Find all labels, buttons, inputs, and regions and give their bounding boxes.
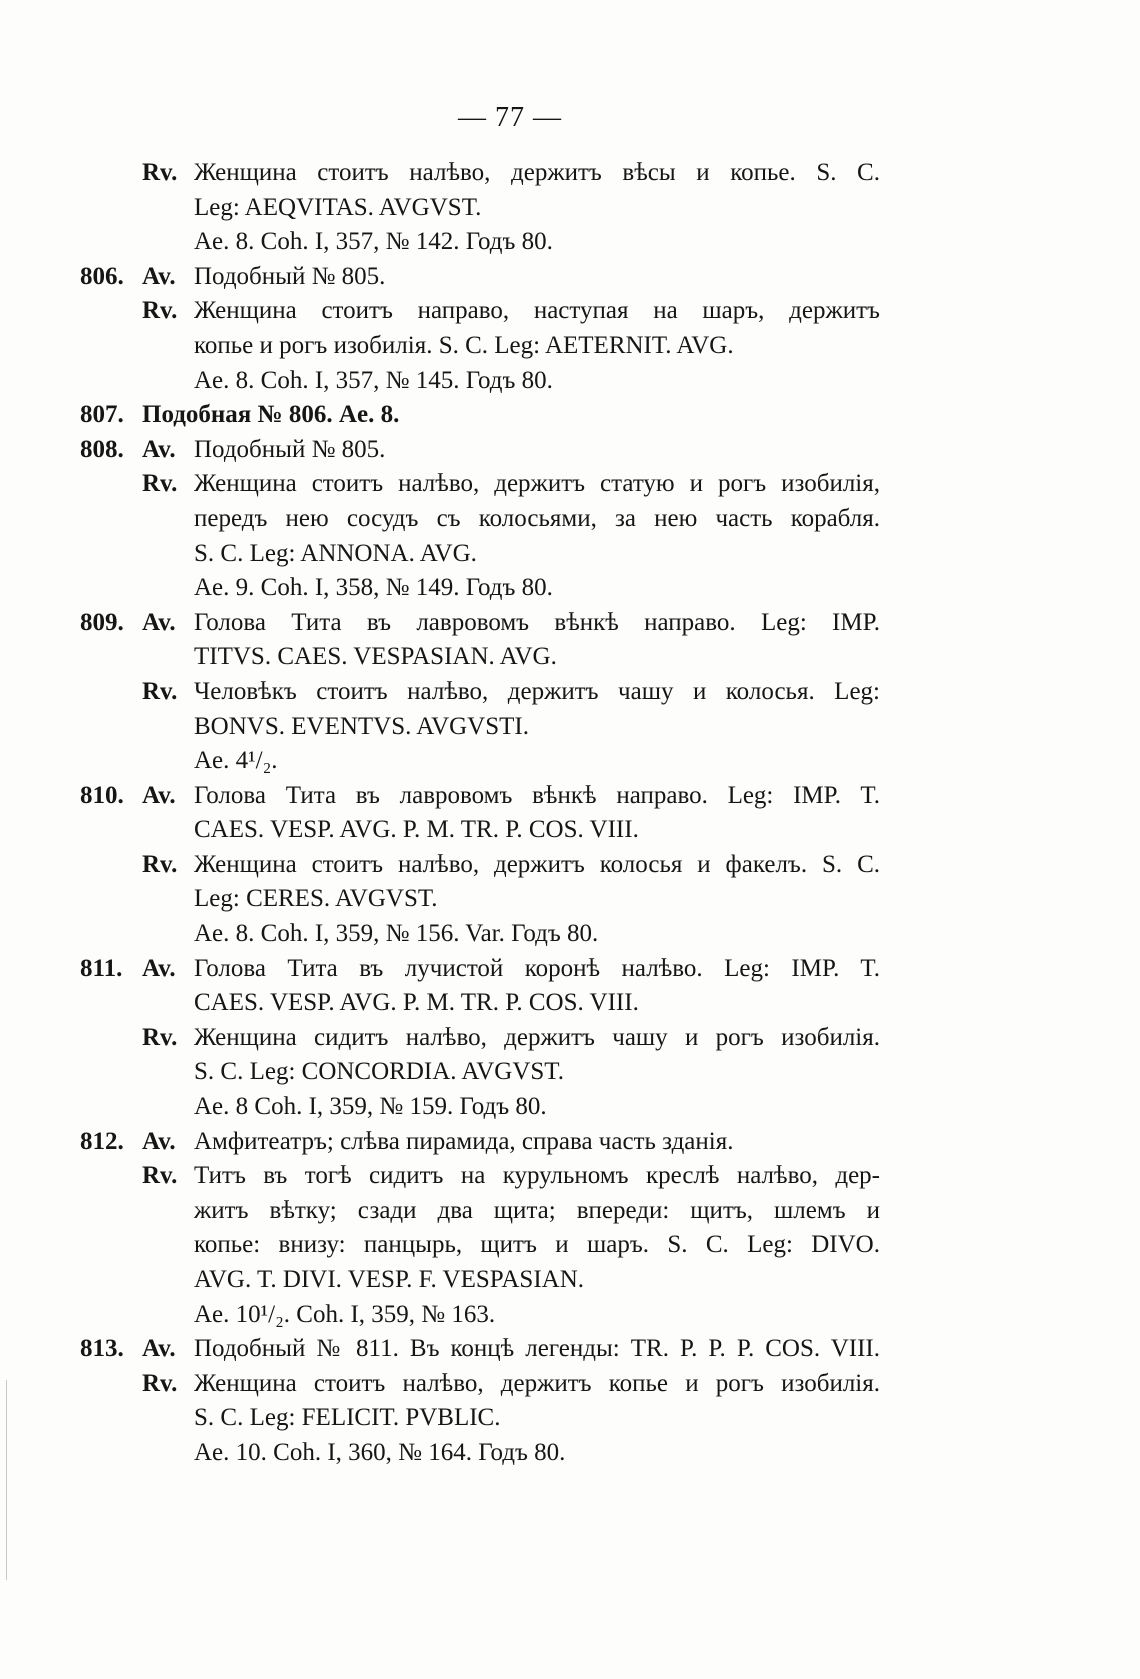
entry-line [80, 848, 880, 883]
side-label: Rv. [142, 470, 178, 498]
side-label: Rv. [142, 850, 178, 878]
entry-text: копье и рогъ изобилія. S. C. Leg: AETERNIT. AVG. [194, 331, 734, 359]
entry-line [80, 225, 880, 260]
entry-text: Ae. 8 Coh. I, 359, № 159. Годъ 80. [194, 1093, 547, 1121]
entry-line [80, 260, 880, 295]
entry-text: Голова Тита въ лучистой коронѣ налѣво. Leg: IMP. T. [194, 954, 880, 982]
entry-text: передъ нею сосудъ съ колосьями, за нею часть корабля. [194, 504, 880, 532]
side-label: Rv. [142, 677, 178, 705]
entry-text: Подобный № 805. [194, 435, 386, 463]
entry-line [80, 1401, 880, 1436]
entry-text: Ae. 4¹/₂. [194, 747, 278, 775]
entry-line [80, 986, 880, 1021]
side-label: Av. [142, 608, 176, 636]
side-label: Rv. [142, 1162, 178, 1190]
entry-line [80, 1228, 880, 1263]
entry-line [80, 294, 880, 329]
entry-text: Ae. 9. Coh. I, 358, № 149. Годъ 80. [194, 574, 553, 602]
entry-line [80, 640, 880, 675]
entry-text: копье: внизу: панцырь, щитъ и шаръ. S. C. Leg: DIVO. [194, 1231, 880, 1259]
entry-text: Ae. 8. Coh. I, 357, № 145. Годъ 80. [194, 366, 553, 394]
entry-line [80, 537, 880, 572]
entry-line [80, 744, 880, 779]
entry-text: Женщина сидитъ налѣво, держитъ чашу и рогъ изобилія. [194, 1023, 880, 1051]
side-label: Rv. [142, 1369, 178, 1397]
side-label: Rv. [142, 159, 178, 186]
margin-rule [6, 1380, 7, 1580]
side-label: Av. [142, 781, 176, 809]
entry-line [80, 1263, 880, 1298]
entry-line [80, 779, 880, 814]
entry-line [80, 1021, 880, 1056]
entry-line [80, 571, 880, 606]
entry-line [80, 1436, 880, 1471]
entry-text: Подобный № 805. [194, 262, 386, 290]
side-label: Подобная № 806. Ae. 8. [142, 401, 400, 429]
side-label: Av. [142, 1335, 176, 1363]
entry-line [80, 710, 880, 745]
entry-number: 806. [80, 262, 124, 290]
entry-text: Человѣкъ стоитъ налѣво, держитъ чашу и колосья. Leg: [194, 677, 880, 705]
entry-line [80, 1125, 880, 1160]
entry-line [80, 1194, 880, 1229]
entry-number: 812. [80, 1127, 124, 1155]
entry-text: BONVS. EVENTVS. AVGVSTI. [194, 712, 529, 740]
entry-line [80, 606, 880, 641]
entry-line [80, 191, 880, 226]
entry-text: S. C. Leg: CONCORDIA. AVGVST. [194, 1058, 564, 1086]
entry-line [80, 1090, 880, 1125]
entry-line [80, 398, 880, 433]
entry-text: CAES. VESP. AVG. P. M. TR. P. COS. VIII. [194, 989, 639, 1017]
entry-text: CAES. VESP. AVG. P. M. TR. P. COS. VIII. [194, 816, 639, 844]
entry-line [80, 433, 880, 468]
entry-line [80, 329, 880, 364]
entry-text: Ae. 8. Coh. I, 357, № 142. Годъ 80. [194, 228, 553, 256]
entry-text: TITVS. CAES. VESPASIAN. AVG. [194, 643, 557, 671]
entry-text: Голова Тита въ лавровомъ вѣнкѣ направо. Leg: IMP. T. [194, 781, 880, 809]
entry-line [80, 1055, 880, 1090]
side-label: Av. [142, 262, 176, 290]
entry-line [80, 1298, 880, 1333]
entry-line [80, 156, 880, 191]
entry-line [80, 1367, 880, 1402]
entry-text: S. C. Leg: ANNONA. AVG. [194, 539, 477, 567]
entry-number: 808. [80, 435, 124, 463]
entry-line [80, 675, 880, 710]
entry-text: Амфитеатръ; слѣва пирамида, справа часть зданія. [194, 1127, 734, 1155]
side-label: Av. [142, 954, 176, 982]
page-number: — 77 — [458, 102, 562, 133]
entry-line [80, 1159, 880, 1194]
entry-line [80, 882, 880, 917]
side-label: Rv. [142, 297, 178, 325]
entry-line [80, 952, 880, 987]
entry-line [80, 1332, 880, 1367]
entry-line [80, 364, 880, 399]
entry-number: 813. [80, 1335, 124, 1363]
entry-text: Женщина стоитъ налѣво, держитъ статую и рогъ изобилія, [194, 470, 880, 498]
entry-number: 807. [80, 401, 124, 429]
entry-text: Женщина стоитъ налѣво, держитъ копье и рогъ изобилія. [194, 1369, 880, 1397]
entry-number: 811. [80, 954, 123, 982]
entry-number: 809. [80, 608, 124, 636]
catalog-entries [80, 156, 880, 1471]
side-label: Av. [142, 1127, 176, 1155]
entry-line [80, 917, 880, 952]
side-label: Rv. [142, 1023, 178, 1051]
side-label: Av. [142, 435, 176, 463]
entry-text: Женщина стоитъ направо, наступая на шаръ, держитъ [194, 297, 880, 325]
entry-text: Женщина стоитъ налѣво, держитъ вѣсы и копье. S. C. [194, 159, 880, 186]
entry-text: Ae. 8. Coh. I, 359, № 156. Var. Годъ 80. [194, 920, 599, 948]
entry-text: AVG. T. DIVI. VESP. F. VESPASIAN. [194, 1266, 585, 1293]
entry-line [80, 467, 880, 502]
entry-text: Голова Тита въ лавровомъ вѣнкѣ направо. Leg: IMP. [194, 608, 880, 636]
entry-text: житъ вѣтку; сзади два щита; впереди: щитъ, шлемъ и [194, 1196, 880, 1224]
entry-text: Титъ въ тогѣ сидитъ на курульномъ креслѣ налѣво, дер- [194, 1162, 880, 1190]
entry-text: Подобный № 811. Въ концѣ легенды: TR. P. P. P. COS. VIII. [194, 1335, 880, 1363]
entry-text: Ae. 10¹/₂. Coh. I, 359, № 163. [194, 1300, 496, 1328]
entry-line [80, 813, 880, 848]
entry-text: S. C. Leg: FELICIT. PVBLIC. [194, 1404, 501, 1432]
entry-line [80, 502, 880, 537]
entry-text: Leg: AEQVITAS. AVGVST. [194, 193, 482, 221]
entry-text: Leg: CERES. AVGVST. [194, 885, 438, 913]
entry-number: 810. [80, 781, 124, 809]
entry-text: Женщина стоитъ налѣво, держитъ колосья и факелъ. S. C. [194, 850, 880, 878]
entry-text: Ae. 10. Coh. I, 360, № 164. Годъ 80. [194, 1438, 566, 1466]
